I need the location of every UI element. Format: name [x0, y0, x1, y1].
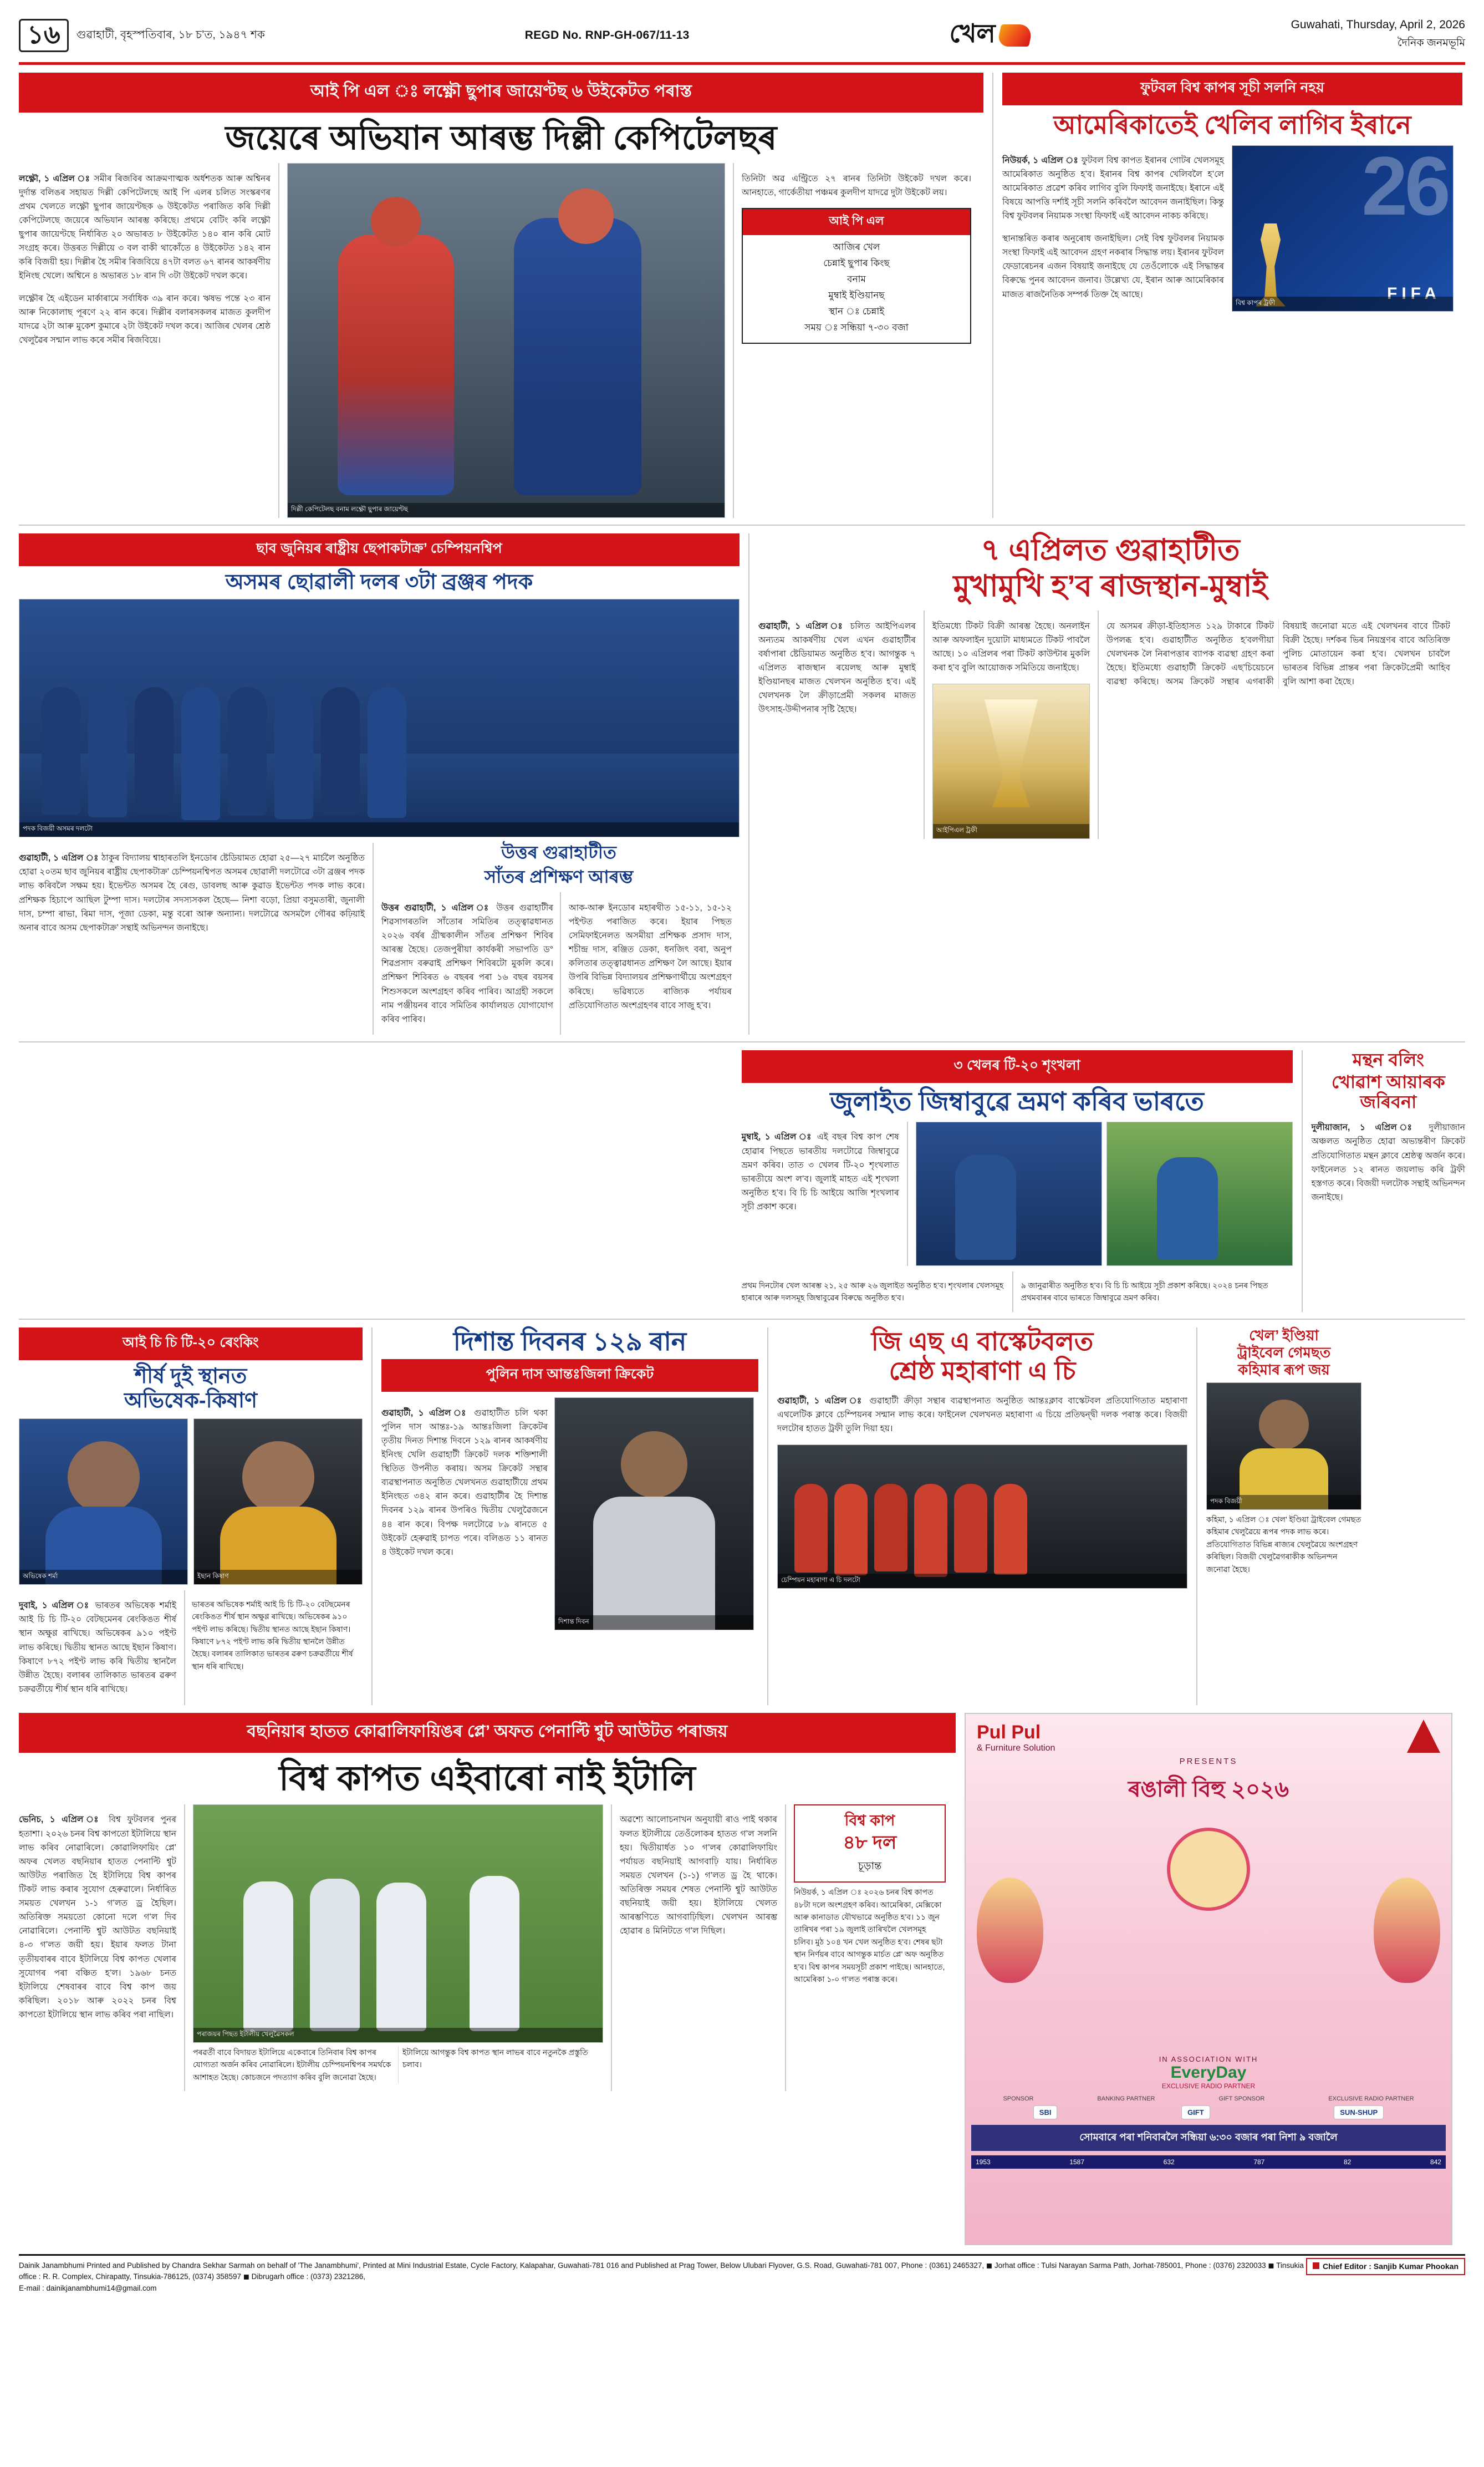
- junior-text: ঠাকুৰ বিদ্যালয় শ্বাহাৰতলি ইনডোৰ ষ্টেডিয়ামত হোৱা ২৫—২৭ মাৰ্চলৈ অনুষ্ঠিত হোৱা ২০তম ছাব জুনিয়ৰ ৰাষ্ট্ৰীয় ছেপাকটাক্ৰ’ চেম্পিয়নশ্বিপত অসমৰ ছোৱালী দলটোৱে ৩টা ব্ৰঞ্জৰ পদক লাভ কৰিবলৈ সক্ষম হয়। ইভেন্টত অসমৰ হৈ ৰেগু, ডাবলছ আৰু কুৱাড ইভেন্টত পদক লাভ কৰে। প্ৰশিক্ষক হিচাপে আছিল টুম্পা দাস। দলটোৰ সদস্যসকল হৈছে— নিশা বড়ো, প্ৰিয়া বসুমতাৰী, জুনালী দাস, চম্পা ৰাভা, ৰিমা দাস, পূজা ডেকা, মন্তু বৰো আৰু অন্যান্য। দলটোৱে অসমলৈ গৌৰৱ কঢ়িয়াই অনাৰ বাবে অসম ছেপাকটাক্ৰ’ সন্থাই অভিনন্দন জনাইছে।: [19, 853, 365, 933]
- advertisement[interactable]: [965, 1713, 1452, 2245]
- ad-logo-chip-0: SBI: [1033, 2105, 1058, 2119]
- dishanta-dateline: গুৱাহাটী, ১ এপ্ৰিল ঃ: [381, 1408, 469, 1418]
- lead-photo-caption: দিল্লী কেপিটেলছ বনাম লক্ষ্ণৌ ছুপাৰ জায়েণ্টছ: [288, 503, 725, 517]
- dishanta-text: গুৱাহাটীত চলি থকা পুলিন দাস আন্তঃ-১৯ আন্তঃজিলা ক্ৰিকেটৰ তৃতীয় দিনত দিশান্ত দিবনে ১২৯ ৰানৰ আকৰ্ষণীয় ইনিংছ খেলি গুৱাহাটী ক্ৰিকেট দলক শক্তিশালী স্থিতিত উপনীত কৰায়। অসম ক্ৰিকেট সন্থাৰ ব্যৱস্থাপনাত অনুষ্ঠিত খেলখনত গুৱাহাটীয়ে প্ৰথম ইনিংছত ৩৪২ ৰান কৰে। গুৱাহাটীৰ হৈ দিশান্ত দিবনৰ ১২৯ ৰানৰ উপৰিও দ্বিতীয় খেলুৱৈজনে ৪৪ ৰান কৰে। বিপক্ষ দলটোৱে ৮৯ ৰানতে ৫ উইকেট হেৰুৱাই চাপত পৰে। বলিঙত ১১ ৰানত ৪ উইকেট দখল কৰে।: [381, 1408, 548, 1557]
- italy-photo-caption: পৰাজয়ৰ পিছত ইটালীয় খেলুৱৈসকল: [193, 2028, 603, 2042]
- vertical-divider-3: [1302, 1050, 1303, 1311]
- football-ribbon: ফুটবল বিশ্ব কাপৰ সূচী সলনি নহয়: [1002, 73, 1462, 105]
- tribal-dateline: কহিমা, ১ এপ্ৰিল ঃ: [1206, 1515, 1269, 1524]
- footer-imprint-line-1: Dainik Janambhumi Printed and Published by Chandra Sekhar Sarmah on behalf of 'The Janambhumi', Printed at Mini Industrial Estate, Cycle Factory, Kalapahar, Guwahati-781 016 and Published at Prag Tower, Below Ulubari Flyover, G.S. Road, Guwahati-781 007, Phone : (0361) 2465327, ◼ Jorhat office : Tulsi Narayan Sarma Path, Jorhat-785001, Phone : (0376) 2320033 ◼ Tinsukia office : R. R. Complex, Chirapatty, Tinsukia-786125, (0374) 358597 ◼ Dibrugarh office : (0373) 2321286,: [19, 2261, 1304, 2281]
- training-text: উত্তৰ গুৱাহাটীৰ শিৱসাগৰতলি সাঁতোৰ সমিতিৰ তত্ত্বাৱধানত ২০২৬ বৰ্ষৰ গ্ৰীষ্মকালীন সাঁতৰ প্ৰশিক্ষণ শিবিৰ আৰম্ভ হৈছে। তেজপুৰীয়া কাৰ্যকৰী সভাপতি ড° শিৱপ্ৰসাদ বৰুৱাই প্ৰশিক্ষণ শিবিৰটো মুকলি কৰে। প্ৰশিক্ষণ শিবিৰত ৬ বছৰৰ পৰা ১৬ বছৰ বয়সৰ শিশুসকলে অংশগ্ৰহণ কৰিব পাৰিব। আগ্ৰহী সকলে নাম পঞ্জীয়নৰ বাবে সমিতিৰ কাৰ্যালয়ত যোগাযোগ কৰিব পাৰিব।: [381, 903, 553, 1024]
- ipl-today-line-2: বনাম: [847, 274, 866, 285]
- basketball-dateline: গুৱাহাটী, ১ এপ্ৰিল ঃ: [777, 1396, 865, 1406]
- junior-championship-story: [19, 533, 740, 1035]
- tribal-paragraph: [1206, 1513, 1361, 1575]
- vertical-divider-2: [748, 533, 749, 1035]
- junior-paragraph: [19, 851, 365, 935]
- ipl-today-line-0: আজিৰ খেল: [833, 242, 880, 253]
- italy-paragraph: [19, 1813, 176, 2022]
- dishanta-photo-caption: দিশান্ত দিবন: [555, 1615, 753, 1630]
- italy-dateline: ভেনিচ, ১ এপ্ৰিল ঃ: [19, 1815, 103, 1825]
- manthan-story: [1312, 1050, 1465, 1311]
- lead-right-text: তিনিটা অৱ এন্ট্ৰিতে ২৭ ৰানৰ তিনিটা উইকেট দখল কৰে। আনহাতে, গাৰ্কেতীয়া পঞ্চমৰ কুলদীপ যাদৱে দুটা উইকেট লয়।: [742, 174, 971, 197]
- lead-photo: [287, 163, 725, 518]
- ad-year-3: 787: [1253, 2158, 1265, 2166]
- ad-partner-2: GIFT SPONSOR: [1218, 2095, 1265, 2102]
- masthead-date-assamese: গুৱাহাটী, বৃহস্পতিবাৰ, ১৮ চ’ত, ১৯৪৭ শক: [76, 28, 265, 41]
- ipl-g-text-1: চলিত আইপিএলৰ অন্যতম আকৰ্ষণীয় খেল এখন গুৱাহাটীৰ বৰ্ষাপাৰা ষ্টেডিয়ামত অনুষ্ঠিত হ’ব। আগন্তুক ৭ এপ্ৰিলত ৰাজস্থান ৰয়েলছ আৰু মুম্বাই ইণ্ডিয়ানছৰ মাজত খেলখন অনুষ্ঠিত হ’ব। এই খেলখনক লৈ ক্ৰীড়াপ্ৰেমী সকলৰ মাজত উৎসাহ-উদ্দীপনাৰ সৃষ্টি হৈছে।: [758, 621, 916, 715]
- training-right-text: আক-আৰু ইনডোৰ মহাৰথীত ১৫-১১, ১৫-১২ পইণ্টত পৰাজিত কৰে। ইয়াৰ পিছত সেমিফাইনেলত অসমীয়া প্ৰশিক্ষক প্ৰসাদ দাস, শচীন্দ্ৰ দাস, ৰঞ্জিত ডেকা, ধনজিৎ বৰা, অনুপ কলিতাৰ তত্ত্বাৱধানত প্ৰশিক্ষণ লৈ আছে। ইয়াৰ উপৰি বিভিন্ন বিদ্যালয়ৰ প্ৰশিক্ষণাৰ্থীয়ে অংশগ্ৰহণ কৰিছে। ভৱিষ্যতে ৰাজ্যিক পৰ্যায়ৰ প্ৰতিযোগিতাত অংশগ্ৰহণৰ বাবে সাজু হ’ব।: [569, 903, 732, 1010]
- dishanta-headline: দিশান্ত দিবনৰ ১২৯ ৰান: [453, 1326, 687, 1356]
- ipl-today-box: [742, 208, 971, 343]
- ranking-paragraph: [19, 1599, 176, 1696]
- fifa-worldcup-art: [1232, 145, 1454, 312]
- abhishek-caption: অভিষেক শৰ্মা: [19, 1570, 187, 1584]
- ipl-guwahati-story: [758, 533, 1462, 1035]
- ad-everyday-logo: EveryDay: [1170, 2063, 1247, 2082]
- basketball-paragraph: [777, 1394, 1187, 1436]
- ipl-guwahati-headline-2: মুখামুখি হ’ব ৰাজস্থান-মুম্বাই: [953, 569, 1268, 603]
- manthan-headline-2: খোৱাশ আয়াৰক জৰিবনা: [1331, 1072, 1445, 1112]
- vertical-divider-4: [371, 1327, 373, 1705]
- ad-year-2: 632: [1163, 2158, 1175, 2166]
- dancer-figure-right: [1374, 1878, 1440, 1983]
- ranking-dateline: দুবাই, ১ এপ্ৰিল ঃ: [19, 1601, 91, 1611]
- ad-radio-partner: EXCLUSIVE RADIO PARTNER: [1161, 2082, 1256, 2090]
- ad-year-4: 82: [1343, 2158, 1352, 2166]
- junior-ribbon: ছাব জুনিয়ৰ ৰাষ্ট্ৰীয় ছেপাকটাক্ৰ’ চেম্পিয়নশ্বিপ: [19, 533, 740, 566]
- abhishek-photo: [19, 1418, 188, 1585]
- ipl-g-text-3: যে অসমৰ ক্ৰীড়া-ইতিহাসত ১২৯ টাকাৰে টিকট উপলব্ধ হ’ব। গুৱাহাটীত অনুষ্ঠিত হ’বলগীয়া খেলখনক লৈ নিৰাপত্তাৰ ব্যাপক ব্যৱস্থা গ্ৰহণ কৰা হৈছে। ইতিমধ্যে গুৱাহাটী ক্ৰিকেট এছ’চিয়েচনে ব্যৱস্থা কৰিছে। অসম ক্ৰিকেট সন্থাৰ এগৰাকী বিষয়াই জনোৱা মতে এই খেলখনৰ বাবে টিকট বিক্ৰী হৈছে। দৰ্শকৰ ভিৰ নিয়ন্ত্ৰণৰ বাবে অতিৰিক্ত পুলিচ মোতায়েন কৰা হ’ব। খেলখন চাবলৈ ভাৰতৰ বিভিন্ন প্ৰান্তৰ পৰা ক্ৰিকেটপ্ৰেমী আহিব বুলি আশা কৰা হৈছে।: [1106, 621, 1450, 687]
- tribal-photo: [1206, 1382, 1361, 1510]
- training-headline-1: উত্তৰ গুৱাহাটীত: [501, 842, 616, 862]
- chief-editor-text: Chief Editor : Sanjib Kumar Phookan: [1322, 2261, 1458, 2271]
- ad-title: ৰঙালী বিহু ২০২৬: [1128, 1777, 1289, 1802]
- t20-series-story: [742, 1050, 1293, 1311]
- dishanta-subhead: পুলিন দাস আন্তঃজিলা ক্ৰিকেট: [381, 1359, 758, 1392]
- basketball-text: গুৱাহাটী ক্ৰীড়া সন্থাৰ ব্যৱস্থাপনাত অনুষ্ঠিত আন্তঃক্লাব বাস্কেটবল প্ৰতিযোগিতাত মহাৰাণা এথলেটিক ক্লাবে চেম্পিয়নৰ সন্মান লাভ কৰে। ফাইনেল খেলখনত মহাৰাণা এ চিয়ে প্ৰতিদ্বন্দ্বী দলক পৰাস্ত কৰে। বিজয়ী দলটোৰ হাতত ট্ৰফী তুলি দিয়া হয়।: [777, 1396, 1187, 1434]
- dancer-figure-left: [977, 1878, 1043, 1983]
- ad-partner-labels: [971, 2095, 1446, 2102]
- ad-brand-sub: & Furniture Solution: [977, 1743, 1055, 1753]
- football-text-2: স্থানান্তৰিত কৰাৰ অনুৰোধ জনাইছিল। সেই বিশ্ব ফুটবলৰ নিয়ামক সংস্থা ফিফাই এই আবেদন গ্ৰহণ নকৰাৰ সিদ্ধান্ত লয়। ইৰানৰ ফুটবল ফেডাৰেচনৰ এজন বিষয়াই জনাইছে যে তেওঁলোকে এই সিদ্ধান্তৰ বিৰুদ্ধে পুনৰ আবেদন জনাব। উল্লেখ্য যে, ইৰান আৰু আমেৰিকাৰ মাজত ৰাজনৈতিক সম্পৰ্ক তিক্ত হৈ আছে।: [1002, 234, 1224, 299]
- masthead-regd-number: REGD No. RNP-GH-067/11-13: [524, 29, 690, 42]
- ad-year-5: 842: [1430, 2158, 1441, 2166]
- junior-headline: অসমৰ ছোৱালী দলৰ ৩টা ব্ৰঞ্জৰ পদক: [225, 571, 533, 594]
- ranking-headline-1: শীৰ্ষ দুই স্থানত: [134, 1364, 247, 1388]
- junior-text-col: [19, 843, 374, 1035]
- worldcup-box-paragraph: [794, 1886, 946, 1985]
- lead-photo-wrap: [287, 163, 725, 518]
- tribal-headline-1: খেল’ ইণ্ডিয়া: [1249, 1326, 1319, 1344]
- ad-year-1: 1587: [1069, 2158, 1085, 2166]
- training-paragraph: [381, 901, 553, 1026]
- band-3: [19, 1050, 1465, 1311]
- ipl-today-line-1: চেন্নাই ছুপাৰ কিংছ: [823, 258, 890, 269]
- ipl-g-paragraph-1: [758, 619, 916, 717]
- page-number: ১৬: [19, 19, 69, 52]
- dishanta-photo: [554, 1397, 754, 1630]
- ipl-g-col-3: [1106, 611, 1450, 838]
- lead-headline: জয়েৰে অভিযান আৰম্ভ দিল্লী কেপিটেলছৰ: [225, 119, 777, 156]
- basketball-team-photo: [777, 1444, 1187, 1589]
- flame-icon: [996, 24, 1033, 47]
- ipl-today-line-4: স্থান ঃ চেন্নাই: [828, 306, 885, 317]
- fifa-art-wrap: [1232, 145, 1454, 312]
- fifa-wordmark: FIFA: [1387, 284, 1441, 303]
- italy-story: [19, 1713, 956, 2245]
- worldcup-box-title: বিশ্ব কাপ: [844, 1812, 895, 1829]
- ipl-g-text-2: ইতিমধ্যে টিকট বিক্ৰী আৰম্ভ হৈছে। অনলাইন আৰু অফলাইন দুয়োটা মাধ্যমতে টিকট পাবলৈ আছে। ১০ এপ্ৰিলৰ পৰা টিকট কাউন্টাৰ মুকলি কৰা হ’ব বুলি আয়োজক সমিতিয়ে জনাইছে।: [932, 621, 1090, 673]
- trophy-icon: [978, 699, 1044, 807]
- ranking-headline-2: অভিষেক-কিষাণ: [124, 1389, 257, 1413]
- ipl-g-col-2: [932, 611, 1099, 838]
- horizontal-divider-1: [19, 525, 1465, 526]
- training-dateline: উত্তৰ গুৱাহাটী, ১ এপ্ৰিল ঃ: [381, 903, 492, 913]
- ipl-today-line-3: মুম্বাই ইণ্ডিয়ানছ: [828, 290, 885, 301]
- fifa-photo-caption: বিশ্ব কাপৰ ট্ৰফী: [1232, 297, 1453, 311]
- bihu-ad[interactable]: [965, 1713, 1452, 2245]
- paper-name: দৈনিক জনমভূমি: [1397, 37, 1465, 49]
- vertical-divider-1: [992, 73, 993, 518]
- lead-story: [19, 73, 983, 518]
- tribal-photo-caption: পদক বিজয়ী: [1207, 1495, 1361, 1509]
- basketball-story: [777, 1327, 1187, 1705]
- masthead-right: [1291, 18, 1465, 53]
- ad-partner-3: EXCLUSIVE RADIO PARTNER: [1328, 2095, 1414, 2102]
- chief-editor: [1306, 2258, 1465, 2276]
- lead-text-1: সমীৰ ৰিজবিৰ আক্ৰমণাত্মক অৰ্ধশতক আৰু অশ্বিনৰ দুৰ্দান্ত বলিঙৰ সহায়ত দিল্লী কেপিটেলছে আই পি এলৰ চলিত সংস্কৰণৰ প্ৰথম খেলতে লক্ষ্ণৌ ছুপাৰ জায়েণ্টছক ৬ উইকেটত পৰাজিত কৰি দিল্লী কেপিটেলছে জয়েৰে অভিযান আৰম্ভ কৰিছে। প্ৰথমে বেটিং কৰি লক্ষ্ণৌ ছুপাৰ জায়েণ্টছে নিৰ্ধাৰিত ২০ অভাৰত ৮ উইকেটত ১৪০ ৰান কৰি মোট সংগ্ৰহ কৰে। উত্তৰত দিল্লীয়ে ৩ বল বাকী থাকোঁতে ৪ উইকেটত ১৪২ ৰান কৰি বিজয়ী হয়। দিল্লীৰ হৈ সমীৰ ৰিজবিয়ে ৪৭টা বলত ৬৭ ৰানৰ আকৰ্ষণীয় ইনিংছ খেলে। অশ্বিনে ৪ অভাৰত ১৮ ৰান দি ৩টা উইকেট দখল কৰে।: [19, 174, 271, 281]
- ranking-ribbon: আই চি চি টি-২০ ৰেংকিং: [19, 1327, 363, 1360]
- band-2: [19, 533, 1465, 1035]
- italy-mid-text: পৰৱৰ্তী বাবে বিদায়ত ইটালিয়ে একেবাৰে তিনিবাৰ বিশ্ব কাপৰ যোগ্যতা অৰ্জন কৰিব নোৱাৰিলে। ইটালীয় চেম্পিয়নশ্বিপৰ সমৰ্থকে আশাহত হৈছে। কোচজনে পদত্যাগ কৰিব বুলি জনোৱা হৈছে। ইটালিয়ে আগন্তুক বিশ্ব কাপত স্থান লাভৰ বাবে নতুনকৈ প্ৰস্তুতি চলাব।: [193, 2047, 588, 2082]
- ad-logo-chip-2: SUN-SHUP: [1334, 2105, 1384, 2119]
- t20-series-dateline: মুম্বাই, ১ এপ্ৰিল ঃ: [741, 1132, 813, 1142]
- lead-right-col: [733, 163, 971, 518]
- junior-photo-caption: পদক বিজয়ী অসমৰ দলটো: [19, 822, 739, 837]
- ad-schedule-banner: সোমবাৰে পৰা শনিবাৰলৈ সন্ধিয়া ৬:৩০ বজাৰ পৰা নিশা ৯ বজালৈ: [971, 2125, 1446, 2151]
- t20-series-ribbon: ৩ খেলৰ টি-২০ শৃংখলা: [742, 1050, 1293, 1083]
- masthead-date-english: Guwahati, Thursday, April 2, 2026: [1291, 18, 1465, 31]
- lead-ribbon: আই পি এল ঃ লক্ষ্ণৌ ছুপাৰ জায়েণ্টছ ৬ উইকেটত পৰাস্ত: [19, 73, 983, 113]
- band-lead: [19, 73, 1465, 518]
- manthan-dateline: দুলীয়াজান, ১ এপ্ৰিল ঃ: [1311, 1123, 1420, 1133]
- tribal-text: খেল’ ইণ্ডিয়া ট্ৰাইবেল গেমছত কহিমাৰ খেলুৱৈয়ে ৰূপৰ পদক লাভ কৰে। প্ৰতিযোগিতাত বিভিন্ন ৰাজ্যৰ খেলুৱৈয়ে অংশগ্ৰহণ কৰিছিল। বিজয়ী খেলুৱৈগৰাকীক অভিনন্দন জনোৱা হৈছে।: [1206, 1515, 1361, 1574]
- band-5: [19, 1713, 1465, 2245]
- ad-year-0: 1953: [976, 2158, 991, 2166]
- ad-year-strip: [971, 2155, 1446, 2169]
- dishanta-paragraph: [381, 1406, 548, 1559]
- basketball-headline-2: শ্ৰেষ্ঠ মহাৰাণা এ চি: [889, 1356, 1076, 1386]
- ad-presents-label: PRESENTS: [1179, 1756, 1238, 1766]
- red-square-icon: [1313, 2262, 1319, 2269]
- ad-logo-chip-1: GIFT: [1181, 2105, 1210, 2119]
- italy-col-1: [19, 1804, 185, 2091]
- manthan-text: দুলীয়াজান অঞ্চলত অনুষ্ঠিত হোৱা অভ্যন্তৰীণ ক্ৰিকেট প্ৰতিযোগিতাত মন্থন ক্লাবে শ্ৰেষ্ঠত্ব অৰ্জন কৰে। ফাইনেলত ১২ ৰানত জয়লাভ কৰি ট্ৰফী হস্তগত কৰে। বিজয়ী দলটোক সন্থাই অভিনন্দন জনাইছে।: [1311, 1123, 1465, 1202]
- ad-partner-1: BANKING PARTNER: [1097, 2095, 1155, 2102]
- ad-sponsor-logos: [971, 2105, 1446, 2119]
- football-dateline: নিউয়ৰ্ক, ১ এপ্ৰিল ঃ: [1002, 156, 1079, 166]
- tribal-headline-2: ট্ৰাইবেল গেমছত: [1237, 1344, 1331, 1361]
- italy-headline: বিশ্ব কাপত এইবাৰো নাই ইটালি: [279, 1759, 696, 1798]
- football-text-1: ফুটবল বিশ্ব কাপত ইৰানৰ গোটৰ খেলসমূহ আমেৰিকাত অনুষ্ঠিত হ’ব। ইৰানৰ বিশ্ব কাপৰ খেলিবলৈ হ’লে আমেৰিকাত প্ৰৱেশ কৰিব লাগিব বুলি ফিফাই জনাইছে। ইৰানে এই বিষয়ে আপত্তি দৰ্শাই সূচী সলনি কৰিবলৈ আবেদন জনাইছিল। কিন্তু বিশ্ব ফুটবলৰ নিয়ামক সংস্থা ফিফাই এই আবেদন নাকচ কৰিছে।: [1002, 156, 1224, 221]
- italy-ribbon: বছনিয়াৰ হাতত কোৱালিফায়িঙৰ প্লে’ অফত পেনাল্টি শ্বুট আউটত পৰাজয়: [19, 1713, 956, 1753]
- horizontal-divider-3: [19, 1319, 1465, 1320]
- vertical-divider-5: [767, 1327, 768, 1705]
- italy-photo: [193, 1804, 603, 2043]
- uttar-training-story: [381, 843, 736, 1035]
- vertical-divider-6: [1196, 1327, 1197, 1705]
- ad-assoc-label: IN ASSOCIATION WITH: [1159, 2054, 1258, 2063]
- t20-ranking-story: [19, 1327, 363, 1705]
- t20-notes-right: ৯ জানুৱাৰীত অনুষ্ঠিত হ’ব। বি চি চি আইয়ে সূচী প্ৰকাশ কৰিছে। ২০২৪ চনৰ পিছত প্ৰথমবাৰৰ বাবে ভাৰতে জিম্বাবুৱে ভ্ৰমণ কৰিব।: [1021, 1280, 1268, 1303]
- t20-series-text-col: [742, 1122, 908, 1266]
- khel-logo-text: খেল: [949, 19, 996, 48]
- ipl-today-title: আই পি এল: [743, 209, 970, 235]
- lead-paragraph-1: [19, 172, 271, 283]
- lead-text-2: লক্ষ্ণৌৰ হৈ এইডেন মাৰ্কাৰামে সৰ্বাধিক ৩৯ ৰান কৰে। ঋষভ পন্তে ২৩ ৰান আৰু নিকোলাছ পূৰণে ২২ ৰান কৰে। দিল্লীৰ বলাৰসকলৰ মাজত কুলদীপ যাদৱে ২টা আৰু মুকেশ কুমাৰে ২টা উইকেট দখল কৰে। আজিৰ খেলৰ শ্ৰেষ্ঠ খেলুৱৈৰ সন্মান লাভ কৰে সমীৰ ৰিজবিয়ে।: [19, 294, 271, 345]
- band3-left: [19, 1050, 733, 1311]
- ipl-trophy-photo: [932, 684, 1090, 839]
- junior-dateline: গুৱাহাটী, ১ এপ্ৰিল ঃ: [19, 853, 99, 863]
- t20-series-headline: জুলাইত জিম্বাবুৱে ভ্ৰমণ কৰিব ভাৰতে: [830, 1087, 1204, 1116]
- training-headline-2: সাঁতৰ প্ৰশিক্ষণ আৰম্ভ: [484, 866, 634, 887]
- ad-logo-icon: [1407, 1720, 1440, 1753]
- manthan-paragraph: [1312, 1121, 1465, 1204]
- t20-notes-left: প্ৰথম দিনটোৰ খেল আৰম্ভ ২১, ২৫ আৰু ২৬ জুলাইত অনুষ্ঠিত হ’ব। শৃংখলাৰ খেলসমূহ হাৰাৰে আৰু দলসমূহ জিম্বাবুৱেৰ বিৰুদ্ধে অনুষ্ঠিত হ’ব।: [741, 1280, 1004, 1303]
- ipl-guwahati-headline-1: ৭ এপ্ৰিলত গুৱাহাটীত: [981, 533, 1240, 567]
- ad-partner-0: SPONSOR: [1003, 2095, 1034, 2102]
- year-28-graphic: 26: [1361, 145, 1447, 232]
- basketball-headline-1: জি এছ এ বাস্কেটবলত: [871, 1326, 1094, 1356]
- junior-team-photo: [19, 599, 740, 837]
- basketball-photo-caption: চেম্পিয়ন মহাৰাণা এ চি দলটো: [778, 1574, 1187, 1588]
- ranking-extra-text: ভাৰতৰ অভিষেক শৰ্মাই আই চি চি টি-২০ বেটছমেনৰ ৰেংকিঙত শীৰ্ষ স্থান অক্ষুণ্ণ ৰাখিছে। অভিষেকৰ ৯১০ পইণ্ট লাভ কৰিছে। দ্বিতীয় স্থানত আছে ইছান কিষাণ। কিষাণে ৮৭২ পইণ্ট লাভ কৰি দ্বিতীয় স্থানলৈ উন্নীত হৈছে। বলাৰৰ তালিকাত ভাৰতৰ ৱৰুণ চক্ৰৱৰ্তীয়ে শীৰ্ষ স্থান ধৰি ৰাখিছে।: [192, 1599, 353, 1671]
- masthead: [19, 14, 1465, 65]
- kishan-caption: ইছান কিষাণ: [194, 1570, 362, 1584]
- t20-series-text: এই বছৰ বিশ্ব কাপ শেষ হোৱাৰ পিছতে ভাৰতীয় দলটোৱে জিম্বাবুৱে ভ্ৰমণ কৰিব। তাত ৩ খেলৰ টি-২০ শৃংখলাত ভাৰতীয়ে অংশ ল’ব। জুলাই মাহত এই শৃংখলা অনুষ্ঠিত হ’ব। বি চি চি আইয়ে আজি শৃংখলাৰ সূচী প্ৰকাশ কৰে।: [741, 1132, 899, 1212]
- ranking-text: ভাৰতৰ অভিষেক শৰ্মাই আই চি চি টি-২০ বেটছমেনৰ ৰেংকিঙত শীৰ্ষ স্থান অক্ষুণ্ণ ৰাখিছে। অভিষেকৰ ৯১০ পইণ্ট লাভ কৰিছে। দ্বিতীয় স্থানত আছে ইছান কিষাণ। কিষাণে ৮৭২ পইণ্ট লাভ কৰি দ্বিতীয় স্থানলৈ উন্নীত হৈছে। বলাৰৰ তালিকাত ভাৰতৰ ৱৰুণ চক্ৰৱৰ্তীয়ে শীৰ্ষ স্থান ধৰি ৰাখিছে।: [19, 1601, 176, 1694]
- football-story: [1002, 73, 1462, 518]
- lead-dateline: লক্ষ্ণৌ, ১ এপ্ৰিল ঃ: [19, 174, 91, 184]
- ad-brand: Pul Pul: [977, 1721, 1041, 1743]
- footer-imprint-line-2: E-mail : dainikjanambhumi14@gmail.com: [19, 2284, 157, 2293]
- lead-text-col-1: [19, 163, 279, 518]
- ipl-today-line-5: সময় ঃ সন্ধিয়া ৭-৩০ বজা: [804, 322, 909, 333]
- world-cup-trophy-icon: [1246, 223, 1296, 307]
- dishanta-story: [381, 1327, 758, 1705]
- worldcup-box-sub: চূড়ান্ত: [858, 1860, 882, 1873]
- football-paragraph-1: [1002, 154, 1224, 223]
- tribal-headline-3: কহিমাৰ ৰূপ জয়: [1238, 1361, 1330, 1378]
- manthan-headline-1: মন্থন বলিং: [1352, 1050, 1424, 1070]
- worldcup-box-big: ৪৮ দল: [843, 1832, 897, 1854]
- kishan-photo: [193, 1418, 363, 1585]
- horizontal-divider-2: [19, 1041, 1465, 1042]
- ad-center-medallion: [1167, 1828, 1250, 1911]
- masthead-left: [19, 19, 265, 52]
- ipl-trophy-caption: আইপিএল ট্ৰফী: [933, 824, 1089, 838]
- football-headline: আমেৰিকাতেই খেলিব লাগিব ইৰানে: [1053, 110, 1411, 139]
- worldcup-box-text: ২০২৬ চনৰ বিশ্ব কাপত ৪৮টা দলে অংশগ্ৰহণ কৰিব। আমেৰিকা, মেক্সিকো আৰু কানাডাত যৌথভাৱে অনুষ্ঠিত হ’ব। ১১ জুন তাৰিখৰ পৰা ১৯ জুলাই তাৰিখলৈ খেলসমূহ চলিব। মুঠ ১০৪ খন খেল অনুষ্ঠিত হ’ব। শেষৰ ছটা স্থান নিৰ্ণয়ৰ বাবে আগন্তুক মাৰ্চত প্লে’ অফ অনুষ্ঠিত হ’ব। বিশ্ব কাপৰ সময়সূচী প্ৰকাশ পাইছে। আনহাতে, আমেৰিকা ১-০ গ’লত পৰাস্ত কৰে।: [794, 1888, 945, 1983]
- ipl-g-col-1: [758, 611, 925, 838]
- tribal-games-story: [1206, 1327, 1361, 1705]
- football-text-cols: [1002, 145, 1224, 312]
- ipl-g-dateline: গুৱাহাটী, ১ এপ্ৰিল ঃ: [758, 621, 845, 631]
- khel-logo: [950, 14, 1031, 57]
- t20-series-paragraph: [742, 1130, 899, 1214]
- t20-photo-right: [1106, 1122, 1293, 1266]
- worldcup-box-wrap: [785, 1804, 946, 2091]
- italy-right-text: অৱশ্যে আলোচনাখন অনুযায়ী ৰাও পাই থকাৰ ফলত ইটালীয়ে তেওঁলোকৰ হাতত গ’ল সলনি হয়। দ্বিতীয়াৰ্ধত ১০ গ’লৰ কোৱালিফায়িং পৰ্যায়ত বছনিয়াই আগবাঢ়ি যায়। নিৰ্ধাৰিত সময়ত খেলখন (১-১) গ’লত ড্ৰ হৈ থাকে। অতিৰিক্ত সময়ৰ শেষত পেনাল্টি শ্বুট আউটত বছনিয়াই জয়ী হয়। ইটালিয়ে খেলত আৰম্ভণিতে আগবাঢ়িছিল। খেলখন আৰম্ভ হোৱাৰ ৪ মিনিটতে গ’ল দিছিল।: [620, 1815, 777, 1936]
- t20-photo-left: [916, 1122, 1102, 1266]
- t20-series-photos: [916, 1122, 1293, 1266]
- italy-photo-wrap: [193, 1804, 603, 2091]
- band-4: [19, 1327, 1465, 1705]
- page-footer: [19, 2254, 1465, 2295]
- worldcup-48-box: [794, 1804, 946, 1883]
- italy-text: বিশ্ব ফুটবলৰ পুনৰ হতাশা। ২০২৬ চনৰ বিশ্ব কাপতো ইটালিয়ে স্থান লাভ কৰিব নোৱাৰিলে। কোৱালিফায়িং প্লে’ অফৰ খেলত বছনিয়াৰ হাতত পেনাল্টি শ্বুট আউটত পৰাজিত হৈ ইটালিয়ে বিশ্ব কাপৰ টিকট লাভ কৰাৰ সুযোগ হেৰুৱালে। নিৰ্ধাৰিত সময়ত খেলখন ১-১ গ’লত ড্ৰ হৈছিল। অতিৰিক্ত সময়তো কোনো দলে গ’ল দিব নোৱাৰিলে। পেনাল্টি শ্বুট আউটত বছনিয়াই ৪-৩ গ’লত জয়ী হয়। ইয়াৰ ফলত টানা তৃতীয়বাৰৰ বাবে ইটালিয়ে বিশ্ব কাপত খেলাৰ সুযোগৰ পৰা বঞ্চিত হ’ল। ১৯৬৮ চনত ইটালিয়ে শেষবাৰৰ বাবে বিশ্ব কাপ জয় কৰিছিল। ২০১৮ আৰু ২০২২ চনৰ বিশ্ব কাপতো ইটালিয়ে স্থান লাভ কৰিব পৰা নাছিল।: [19, 1815, 177, 2020]
- worldcup-box-dateline: নিউয়ৰ্ক, ১ এপ্ৰিল ঃ: [794, 1888, 862, 1897]
- italy-col-3: [611, 1804, 777, 2091]
